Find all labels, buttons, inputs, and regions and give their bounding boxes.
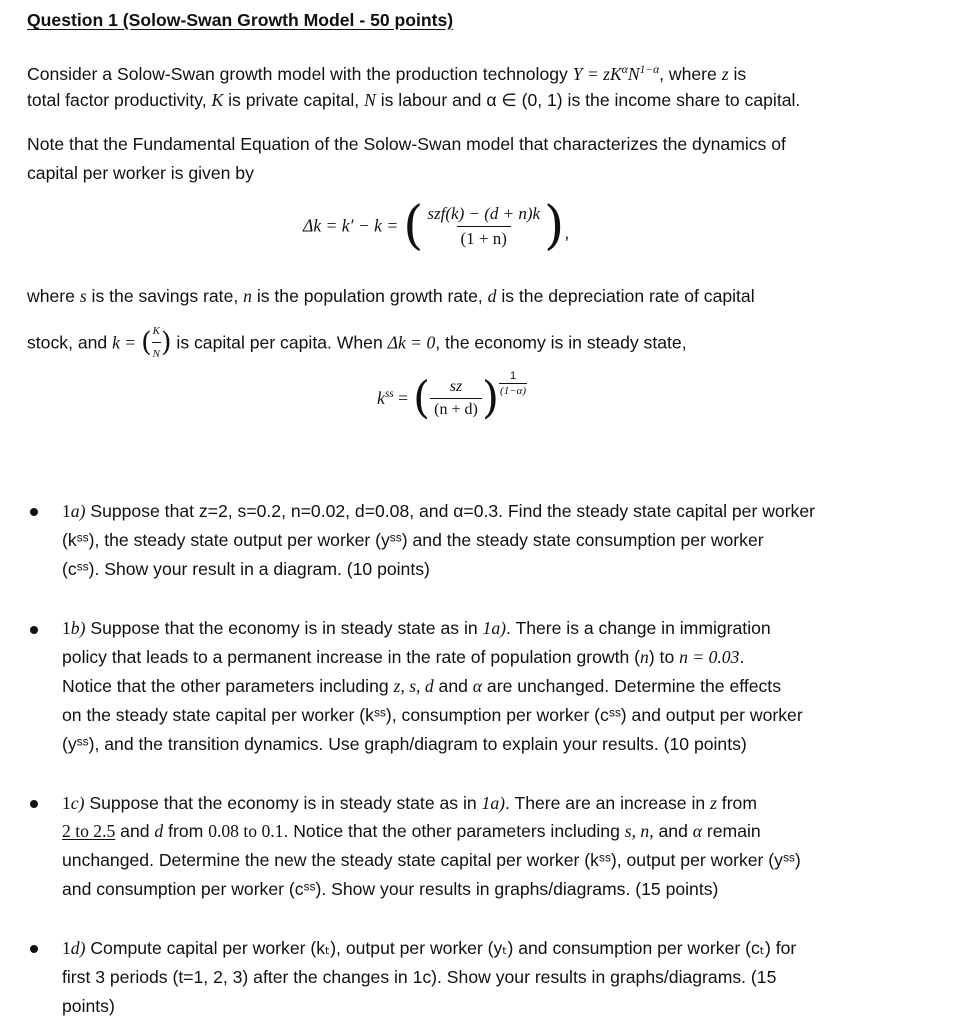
- production-function: $Y = zK^\alpha N^{1-\alpha}$: [572, 64, 660, 84]
- q1b-line-2: policy that leads to a permanent increase in the rate of population growth (n) to n = 0.03.: [62, 647, 745, 667]
- bullet-1b: [30, 626, 38, 634]
- q1c-line-4: and consumption per worker (cˢˢ). Show your results in graphs/diagrams. (15 points): [62, 879, 719, 899]
- bullet-1d: [30, 945, 38, 953]
- bullet-1a: [30, 508, 38, 516]
- q1c-line-1: 1c) Suppose that the economy is in steady state as in 1a). There are an increase in z from: [62, 793, 757, 813]
- q1c-line-2: 2 to 2.5 and d from 0.08 to 0.1. Notice that the other parameters including s, n, and α remain: [62, 821, 761, 841]
- note-line-1: Note that the Fundamental Equation of the Solow-Swan model that characterizes the dynamics of: [27, 134, 786, 154]
- q1b-line-5: (yˢˢ), and the transition dynamics. Use graph/diagram to explain your results. (10 points): [62, 734, 747, 754]
- q1d-line-1: 1d) Compute capital per worker (kₜ), output per worker (yₜ) and consumption per worker (cₜ) for: [62, 938, 797, 958]
- fundamental-equation: Δk = k′ − k = ( $\frac{\text{szf(k) − (d + n)k}}{(1 + n)}$ ),: [303, 196, 570, 256]
- q1b-line-1: 1b) Suppose that the economy is in steady state as in 1a). There is a change in immigration: [62, 618, 771, 638]
- q1d-line-3: points): [62, 996, 115, 1016]
- intro-line-2: total factor productivity, K is private capital, N is labour and α ∈ (0, 1) is the income share to capital.: [27, 90, 801, 110]
- note-line-2: capital per worker is given by: [27, 163, 254, 183]
- q1c-line-3: unchanged. Determine the new the steady state capital per worker (kˢˢ), output per worker (yˢˢ): [62, 850, 801, 870]
- q1b-line-4: on the steady state capital per worker (kˢˢ), consumption per worker (cˢˢ) and output per worker: [62, 705, 803, 725]
- q1a-line-2: (kˢˢ), the steady state output per worker (yˢˢ) and the steady state consumption per worker: [62, 530, 764, 550]
- q1d-line-2: first 3 periods (t=1, 2, 3) after the changes in 1c). Show your results in graphs/diagrams. (15: [62, 967, 777, 987]
- where-line-1: where s is the savings rate, n is the population growth rate, d is the depreciation rate of capital: [27, 286, 755, 306]
- intro-line-1: Consider a Solow-Swan growth model with the production technology $Y = zK^\alpha N^{1-\alpha}$, where z is: [27, 64, 747, 84]
- bullet-1c: [30, 800, 38, 808]
- q1b-line-3: Notice that the other parameters including z, s, d and α are unchanged. Determine the effects: [62, 676, 781, 696]
- question-title: Question 1 (Solow-Swan Growth Model - 50 points): [27, 10, 454, 30]
- q1a-line-3: (cˢˢ). Show your result in a diagram. (10 points): [62, 559, 430, 579]
- steady-state-equation: $k^{ss}$ = ( $\frac{sz}{(n + d)}$ ) $\frac{1}{(1-\alpha)}$: [377, 370, 527, 424]
- where-line-2: stock, and k = ( $\frac{K}{N}$ ) is capital per capita. When Δk = 0, the economy is in steady state,: [27, 320, 687, 365]
- q1a-line-1: 1a) Suppose that z=2, s=0.2, n=0.02, d=0.08, and α=0.3. Find the steady state capital per worker: [62, 501, 816, 521]
